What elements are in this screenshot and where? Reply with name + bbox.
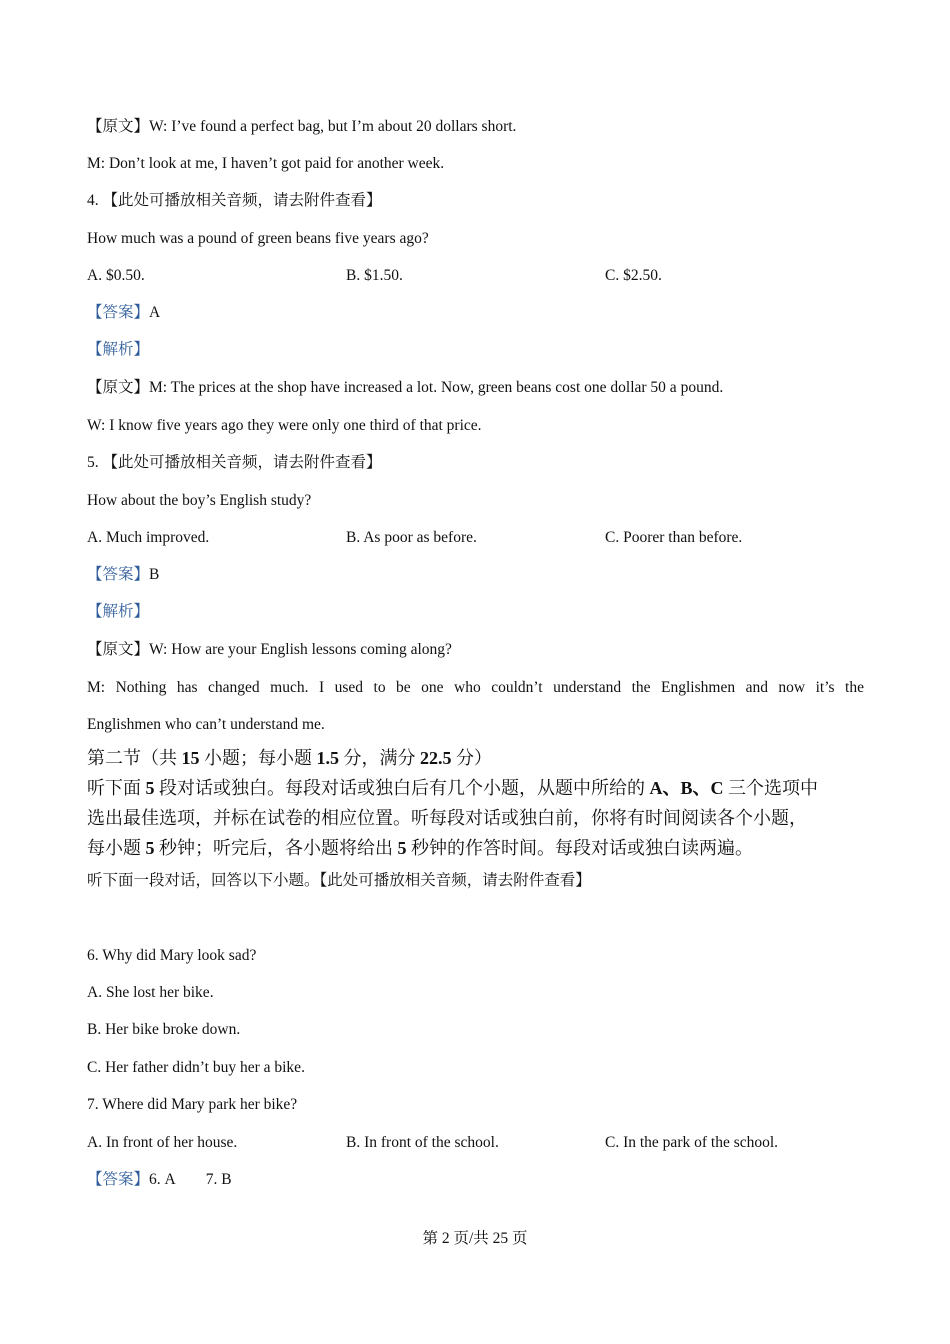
q4-answer [87,303,160,323]
q5-original-m2: Englishmen who can’t understand me. [87,716,325,733]
q5-option-c: C. Poorer than before. [605,529,743,546]
q5-question: How about the boy’s English study? [87,492,312,509]
q67-answer [87,1170,232,1190]
q4-option-b: B. $1.50. [346,267,403,284]
answer-6: 6. A [149,1171,176,1188]
q4-analysis-tag: 【解析】 [87,341,150,358]
listen-note: 听下面一段对话，回答以下小题。【此处可播放相关音频，请去附件查看】 [87,872,591,889]
q5-header: 5. 【此处可播放相关音频，请去附件查看】 [87,454,382,471]
answer-tag: 【答案】 [87,566,150,583]
section2-title: 第二节（共 15 小题；每小题 1.5 分，满分 22.5 分） [87,748,492,768]
q4-original-w: W: I know five years ago they were only one third of that price. [87,417,482,434]
q5-option-a: A. Much improved. [87,529,210,546]
answer-tag: 【答案】 [87,304,150,321]
section2-instruction-3: 每小题 5 秒钟；听完后，各小题将给出 5 秒钟的作答时间。每段对话或独白读两遍。 [87,838,753,858]
q7-option-a: A. In front of her house. [87,1134,238,1151]
answer-value: A [149,304,161,321]
q5-option-b: B. As poor as before. [346,529,477,546]
q7-question: 7. Where did Mary park her bike? [87,1096,298,1113]
q5-original-w: 【原文】W: How are your English lessons coming along? [87,641,452,658]
section2-instruction-1: 听下面 5 段对话或独白。每段对话或独白后有几个小题，从题中所给的 A、B、C 三个选项中 [87,778,819,798]
q6-option-b: B. Her bike broke down. [87,1021,241,1038]
section2-instruction-2: 选出最佳选项，并标在试卷的相应位置。听每段对话或独白前，你将有时间阅读各个小题， [87,808,807,828]
answer-value: B [149,566,160,583]
q4-option-c: C. $2.50. [605,267,662,284]
page-footer: 第 2 页/共 25 页 [422,1230,528,1247]
answer-tag: 【答案】 [87,1171,150,1188]
q4-original-m: 【原文】M: The prices at the shop have increased a lot. Now, green beans cost one dollar 50 a pound. [87,379,724,396]
q4-option-a: A. $0.50. [87,267,145,284]
q6-option-c: C. Her father didn’t buy her a bike. [87,1059,305,1076]
q6-question: 6. Why did Mary look sad? [87,947,257,964]
q4-header: 4. 【此处可播放相关音频，请去附件查看】 [87,192,382,209]
q3-original-m: M: Don’t look at me, I haven’t got paid for another week. [87,155,445,172]
q7-option-b: B. In front of the school. [346,1134,499,1151]
q7-option-c: C. In the park of the school. [605,1134,779,1151]
q3-original-w: 【原文】W: I’ve found a perfect bag, but I’m about 20 dollars short. [87,118,517,135]
q5-original-m1: M: Nothing has changed much. I used to be one who couldn’t understand the Englishmen and now it’s the [87,679,864,696]
q4-question: How much was a pound of green beans five years ago? [87,230,429,247]
answer-7: 7. B [205,1171,232,1188]
q5-analysis-tag: 【解析】 [87,603,150,620]
q5-answer [87,565,159,585]
q6-option-a: A. She lost her bike. [87,984,214,1001]
